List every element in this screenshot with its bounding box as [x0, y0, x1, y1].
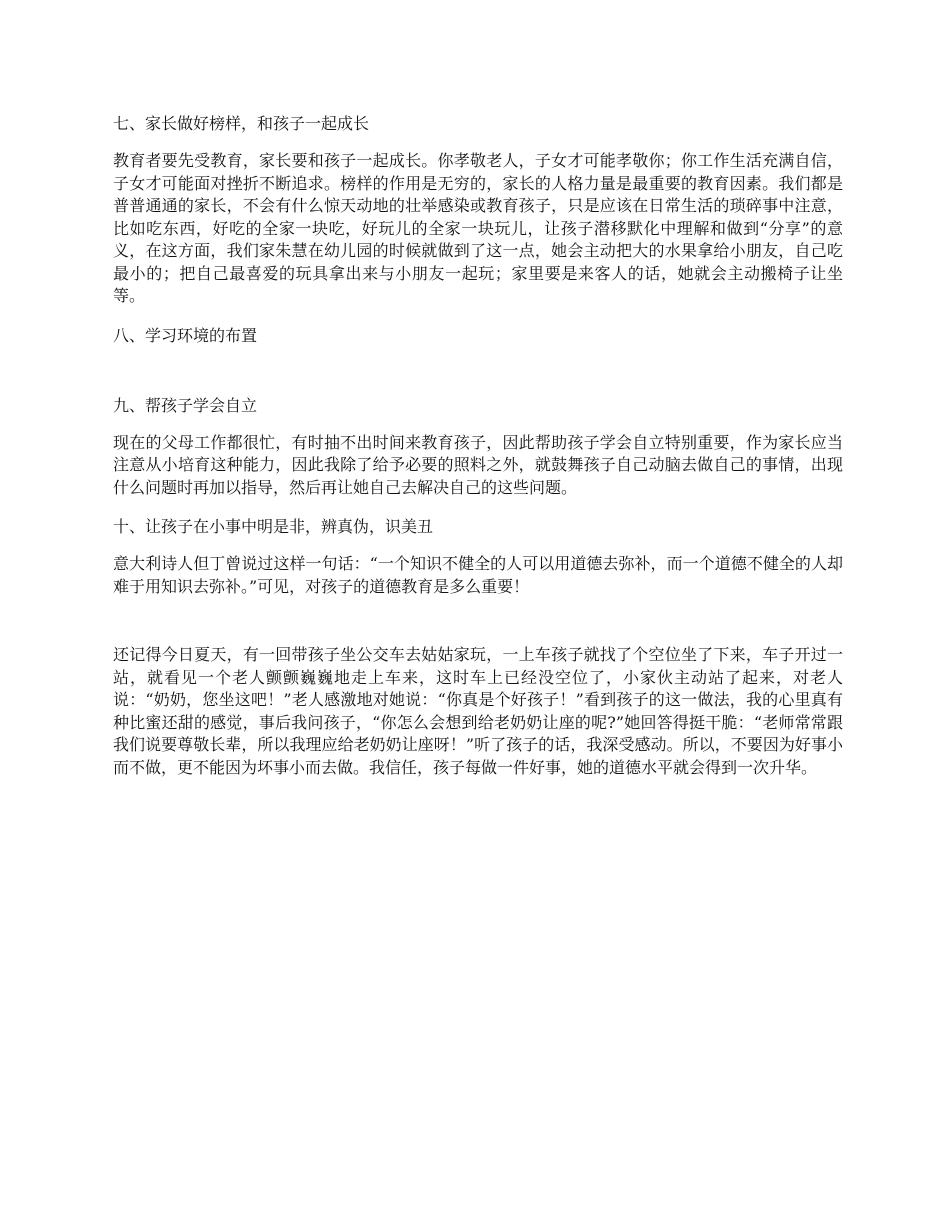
section-paragraph-10b: 还记得今日夏天，有一回带孩子坐公交车去姑姑家玩，一上车孩子就找了个空位坐了下来，车子开过一站，就看见一个老人颤颤巍巍地走上车来，这时车上已经没空位了，小家伙主动站了起来，对老人说：“奶奶，您坐这吧！”老人感激地对她说：“你真是个好孩子！”看到孩子的这一做法，我的心里真有种比蜜还甜的感觉，事后我问孩子，“你怎么会想到给老奶奶让座的呢?”她回答得挺干脆：“老师常常跟我们说要尊敬长辈，所以我理应给老奶奶让座呀！”听了孩子的话，我深受感动。所以，不要因为好事小而不做，更不能因为坏事小而去做。我信任，孩子每做一件好事，她的道德水平就会得到一次升华。	[113, 645, 843, 777]
section-heading-7: 七、家长做好榜样，和孩子一起成长	[113, 114, 370, 133]
section-paragraph-10a: 意大利诗人但丁曾说过这样一句话：“一个知识不健全的人可以用道德去弥补，而一个道德不健全的人却难于用知识去弥补。”可见，对孩子的道德教育是多么重要！	[113, 554, 843, 596]
section-paragraph-7: 教育者要先受教育，家长要和孩子一起成长。你孝敬老人，子女才可能孝敬你；你工作生活充满自信，子女才可能面对挫折不断追求。榜样的作用是无穷的，家长的人格力量是最重要的教育因素。我们都是普普通通的家长，不会有什么惊天动地的壮举感染或教育孩子，只是应该在日常生活的琐碎事中注意，比如吃东西，好吃的全家一块吃，好玩儿的全家一块玩儿，让孩子潜移默化中理解和做到“分享”的意义，在这方面，我们家朱慧在幼儿园的时候就做到了这一点，她会主动把大的水果拿给小朋友，自己吃最小的；把自己最喜爱的玩具拿出来与小朋友一起玩；家里要是来客人的话，她就会主动搬椅子让坐等。	[113, 151, 843, 305]
spacer	[113, 308, 843, 324]
spacer	[113, 539, 843, 553]
section-paragraph-9: 现在的父母工作都很忙，有时抽不出时间来教育孩子，因此帮助孩子学会自立特别重要，作为家长应当注意从小培育这种能力，因此我除了给予必要的照料之外，就鼓舞孩子自己动脑去做自己的事情，出现什么问题时再加以指导，然后再让她自己去解决自己的这些问题。	[113, 432, 843, 497]
document-page	[113, 112, 843, 779]
spacer	[113, 499, 843, 515]
spacer	[113, 418, 843, 432]
section-heading-9: 九、帮孩子学会自立	[113, 395, 258, 415]
spacer	[113, 136, 843, 150]
section-heading-10: 十、让孩子在小事中明是非，辨真伪，识美丑	[113, 517, 434, 536]
spacer	[113, 348, 843, 394]
section-heading-8: 八、学习环境的布置	[113, 325, 258, 345]
spacer	[113, 598, 843, 644]
